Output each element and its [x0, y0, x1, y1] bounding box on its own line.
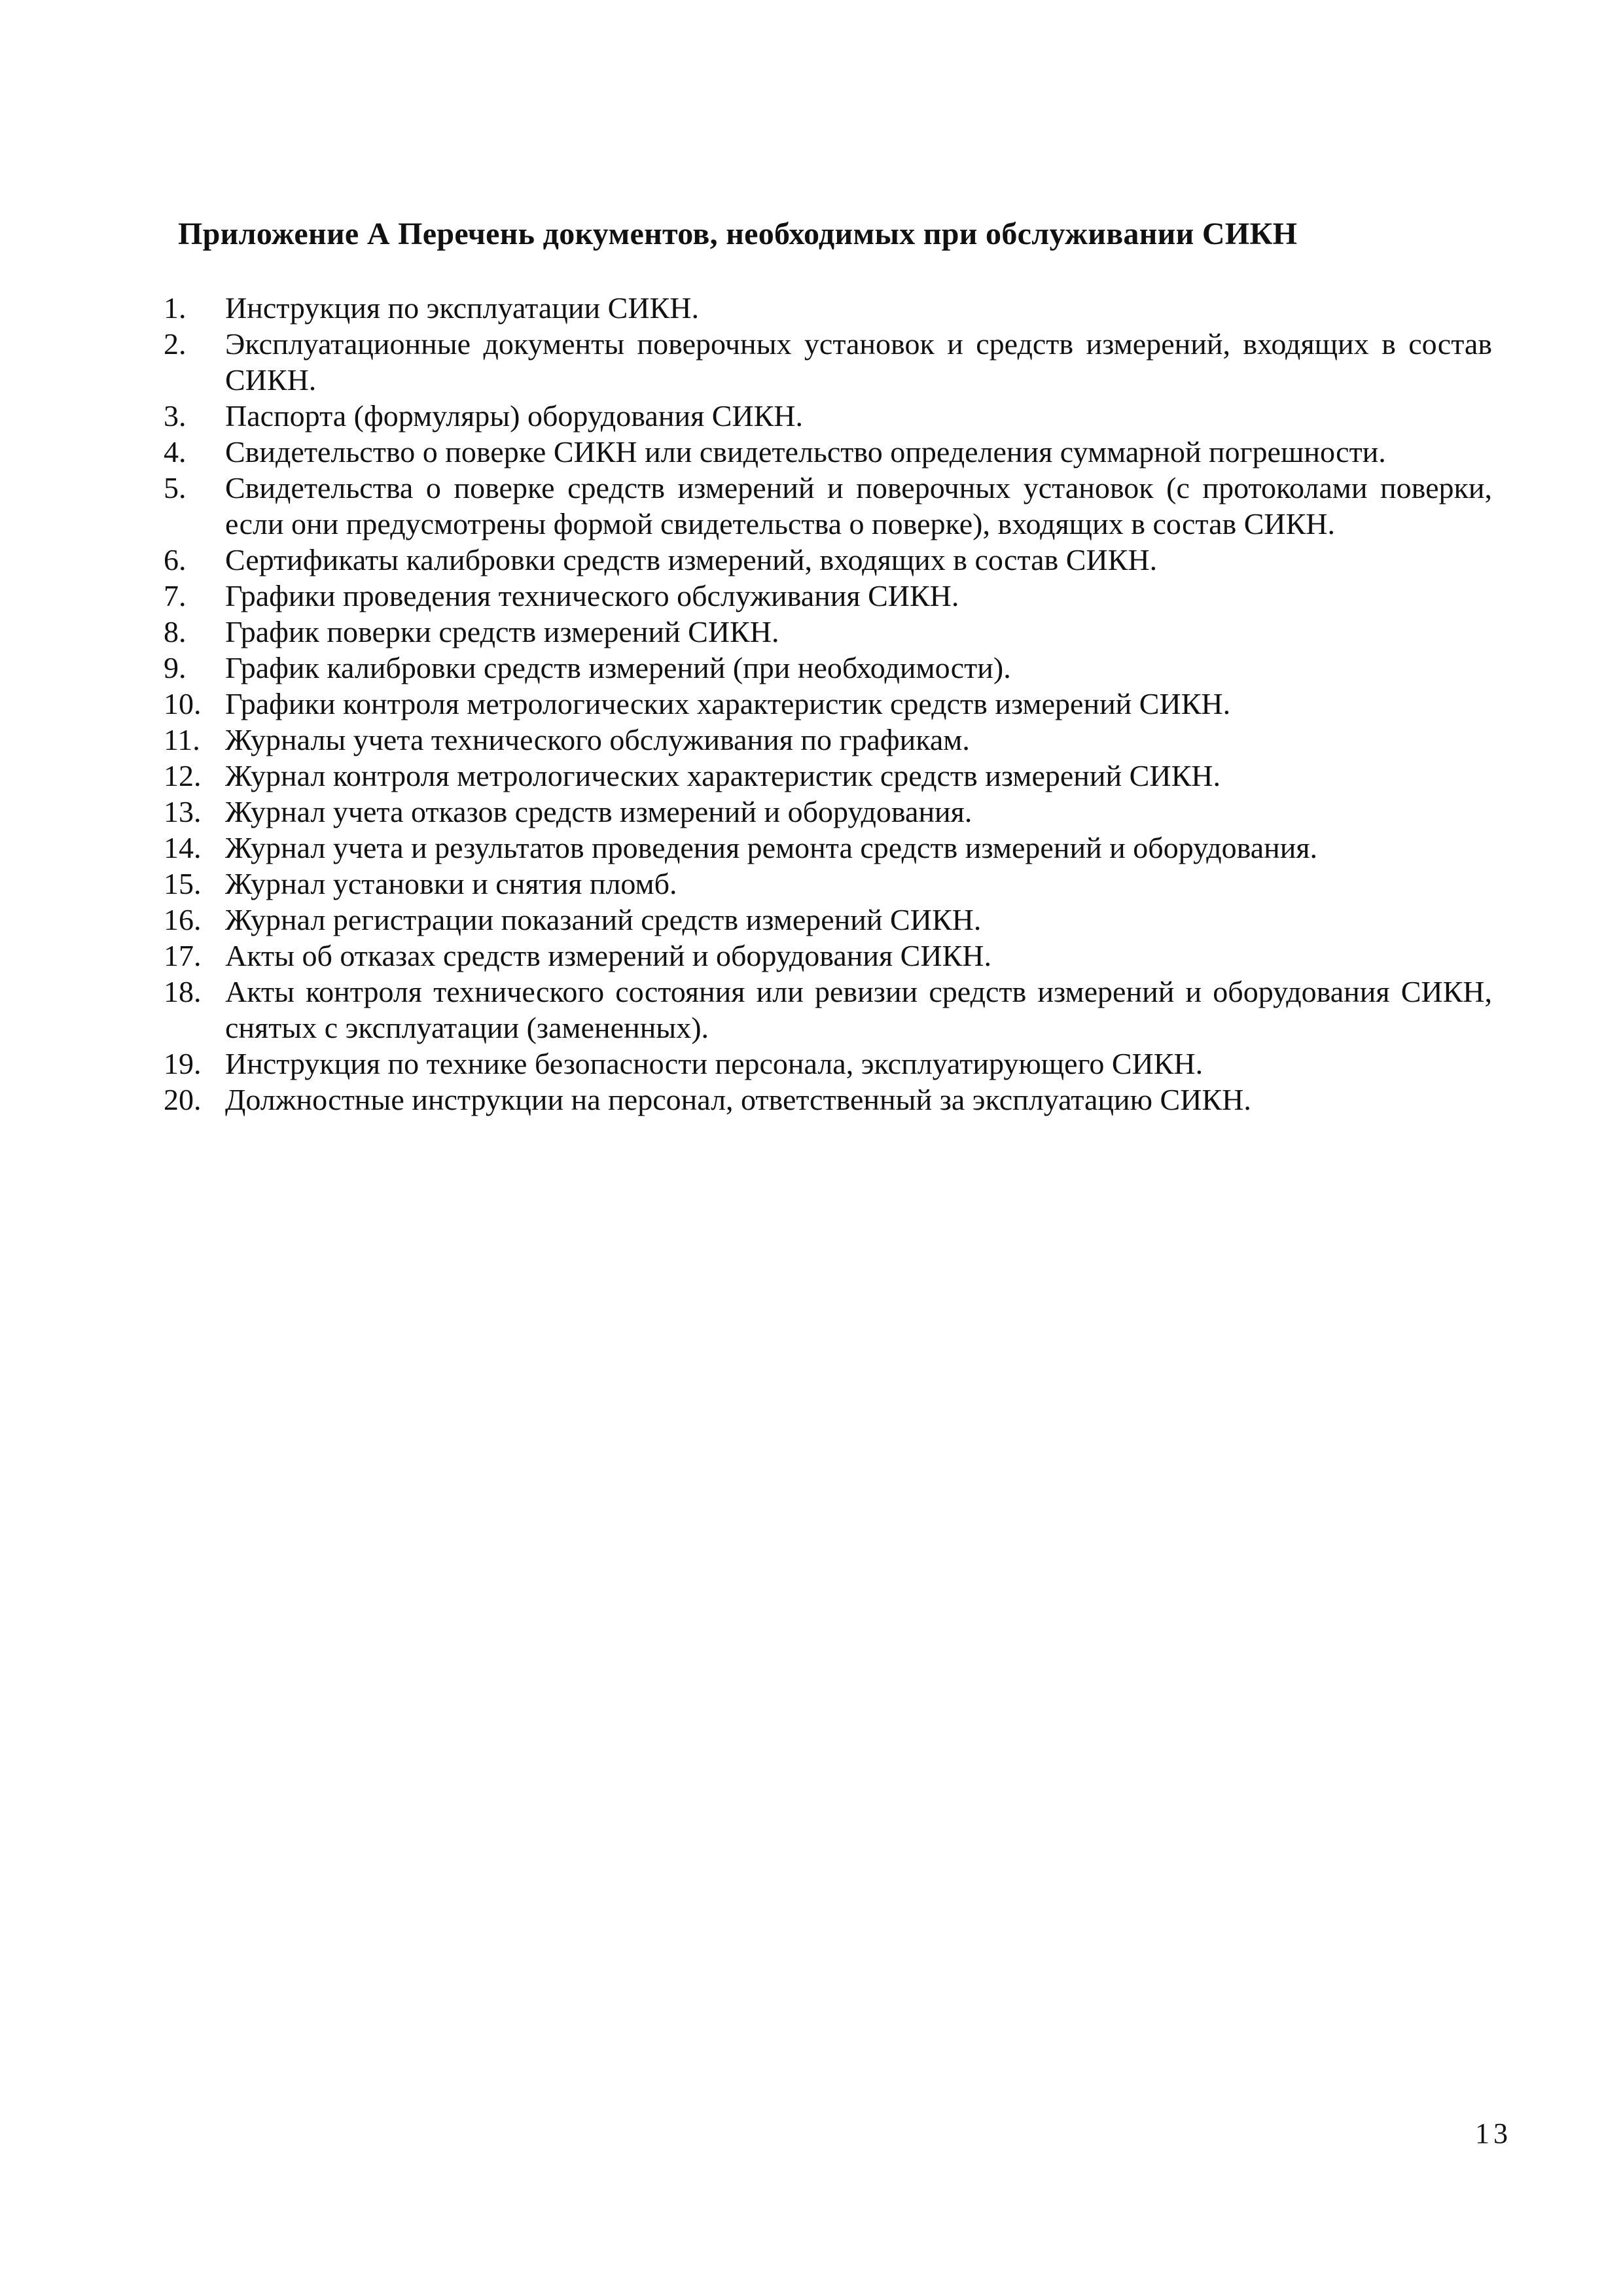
item-text: Свидетельство о поверке СИКН или свидетельство определения суммарной погрешности. [225, 435, 1386, 468]
item-text: Свидетельства о поверке средств измерений и поверочных установок (с протоколами поверки, если они предусмотрены формой свидетельства о поверке), входящих в состав СИКН. [225, 471, 1492, 540]
item-number: 3. [164, 399, 187, 433]
item-text: Журналы учета технического обслуживания по графикам. [225, 723, 970, 756]
page-number: 13 [1475, 2117, 1512, 2149]
item-number: 1. [164, 291, 187, 325]
item-number: 5. [164, 471, 187, 504]
item-number: 19. [164, 1047, 202, 1080]
item-number: 11. [164, 723, 200, 756]
item-text: График поверки средств измерений СИКН. [225, 615, 779, 648]
list-item [164, 686, 1492, 722]
list-item [164, 758, 1492, 794]
list-item [164, 542, 1492, 578]
item-number: 10. [164, 687, 202, 720]
item-text: Должностные инструкции на персонал, ответственный за эксплуатацию СИКН. [225, 1083, 1251, 1116]
item-text: Журнал учета и результатов проведения ремонта средств измерений и оборудования. [225, 831, 1318, 864]
list-item [164, 650, 1492, 686]
list-item [164, 830, 1492, 866]
item-text: Акты об отказах средств измерений и оборудования СИКН. [225, 939, 991, 972]
item-number: 12. [164, 759, 202, 792]
list-item [164, 578, 1492, 614]
item-number: 18. [164, 975, 202, 1008]
item-text: Сертификаты калибровки средств измерений, входящих в состав СИКН. [225, 543, 1158, 576]
item-text: Журнал контроля метрологических характеристик средств измерений СИКН. [225, 759, 1221, 792]
item-text: Акты контроля технического состояния или ревизии средств измерений и оборудования СИКН, снятых с эксплуатации (замененных). [225, 975, 1492, 1044]
item-text: Графики контроля метрологических характеристик средств измерений СИКН. [225, 687, 1231, 720]
list-item [164, 326, 1492, 398]
list-item [164, 938, 1492, 974]
list-item [164, 290, 1492, 326]
item-number: 2. [164, 327, 187, 361]
item-number: 9. [164, 651, 187, 684]
item-text: Журнал установки и снятия пломб. [225, 867, 677, 900]
item-text: Графики проведения технического обслуживания СИКН. [225, 579, 959, 612]
item-number: 6. [164, 543, 187, 576]
item-number: 8. [164, 615, 187, 648]
item-text: Журнал учета отказов средств измерений и оборудования. [225, 795, 972, 828]
item-number: 13. [164, 795, 202, 828]
document-list [164, 290, 1492, 1118]
item-number: 14. [164, 831, 202, 864]
list-item [164, 902, 1492, 938]
list-item [164, 470, 1492, 542]
list-item [164, 398, 1492, 434]
item-text: Инструкция по технике безопасности персонала, эксплуатирующего СИКН. [225, 1047, 1204, 1080]
list-item [164, 866, 1492, 902]
item-text: Инструкция по эксплуатации СИКН. [225, 291, 699, 325]
item-number: 7. [164, 579, 187, 612]
item-text: Журнал регистрации показаний средств измерений СИКН. [225, 903, 982, 936]
item-number: 20. [164, 1083, 202, 1116]
list-item [164, 974, 1492, 1046]
item-number: 4. [164, 435, 187, 468]
list-item [164, 614, 1492, 650]
appendix-heading: Приложение А Перечень документов, необходимых при обслуживании СИКН [178, 217, 1298, 251]
item-text: Паспорта (формуляры) оборудования СИКН. [225, 399, 804, 433]
list-item [164, 794, 1492, 830]
list-item [164, 1082, 1492, 1118]
list-item [164, 1046, 1492, 1082]
item-number: 17. [164, 939, 202, 972]
item-number: 15. [164, 867, 202, 900]
item-text: Эксплуатационные документы поверочных установок и средств измерений, входящих в состав СИКН. [225, 327, 1492, 397]
list-item [164, 722, 1492, 758]
item-text: График калибровки средств измерений (при необходимости). [225, 651, 1011, 684]
list-item [164, 434, 1492, 470]
item-number: 16. [164, 903, 202, 936]
